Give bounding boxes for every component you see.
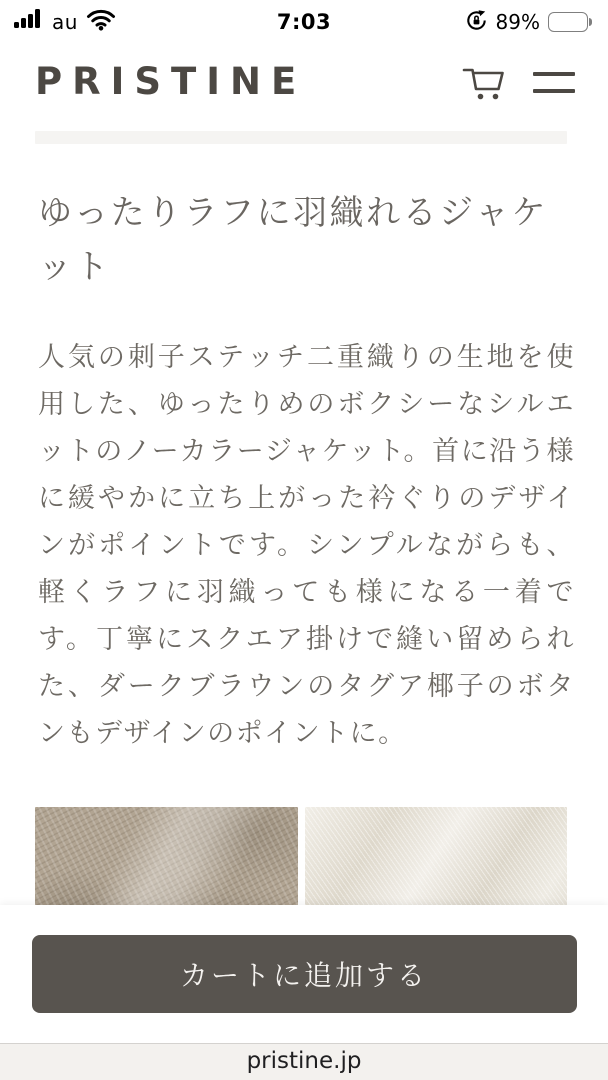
status-bar-right: [465, 9, 592, 36]
status-bar-left: [14, 9, 116, 35]
clock: 7:03: [276, 10, 332, 34]
site-header: [0, 40, 608, 121]
carrier-label: au: [52, 10, 78, 34]
rotation-lock-icon: [465, 9, 488, 36]
menu-icon[interactable]: [533, 68, 575, 97]
browser-address-bar[interactable]: [0, 1043, 608, 1080]
product-title: ゆったりラフに羽織れるジャケット: [38, 193, 548, 287]
status-bar: [0, 0, 608, 40]
battery-percent-label: 89%: [495, 10, 540, 34]
browser-url-label[interactable]: pristine.jp: [246, 1048, 362, 1074]
add-to-cart-button[interactable]: カートに追加する: [32, 935, 577, 1013]
battery-icon: [548, 12, 592, 32]
brand-logo[interactable]: PRISTINE: [35, 60, 307, 104]
cart-icon[interactable]: [461, 60, 505, 105]
cellular-signal-icon: [14, 9, 44, 35]
product-description: 人気の刺子ステッチ二重織りの生地を使用した、ゆったりめのボクシーなシルエットのノーカラージャケット。首に沿う様に緩やかに立ち上がった衿ぐりのデザインがポイントです。シンプルながらも、軽くラフに羽織っても様になる一着です。丁寧にスクエア掛けで縫い留められた、ダークブラウンのタグア椰子のボタンもデザインのポイントに。: [38, 342, 575, 749]
wifi-icon: [86, 9, 116, 35]
header-icons: [461, 60, 575, 105]
sticky-cta-panel: [0, 905, 608, 1043]
content-divider-bar: [35, 131, 567, 144]
